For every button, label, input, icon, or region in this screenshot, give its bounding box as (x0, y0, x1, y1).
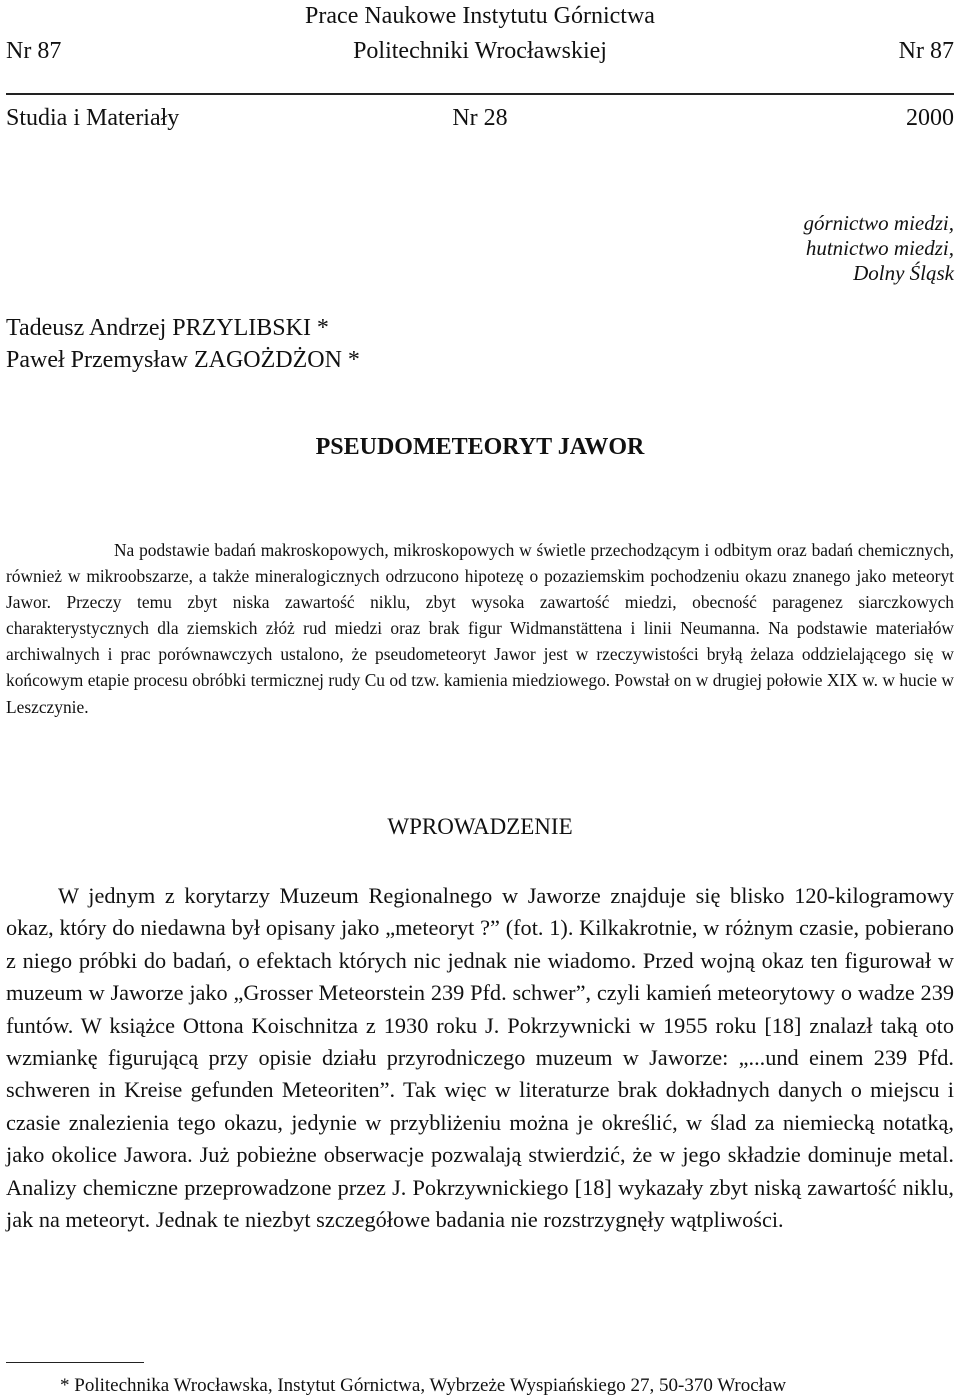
keyword: górnictwo miedzi, (803, 211, 954, 235)
keyword: hutnictwo miedzi, (805, 236, 954, 260)
series-issue: Nr 28 (452, 105, 508, 131)
keyword: Dolny Śląsk (853, 261, 954, 285)
publication-year: 2000 (906, 105, 954, 131)
section-heading: WPROWADZENIE (387, 814, 573, 839)
volume-number-left: Nr 87 (6, 38, 62, 64)
paper-title: PSEUDOMETEORYT JAWOR (315, 434, 645, 460)
author-name: Paweł Przemysław ZAGOŻDŻON * (6, 347, 360, 373)
footnote: * Politechnika Wrocławska, Instytut Górnictwa, Wybrzeże Wyspiańskiego 27, 50-370 Wrocław (60, 1375, 787, 1396)
series-name: Studia i Materiały (6, 105, 180, 131)
abstract (6, 537, 954, 720)
body-section (6, 880, 954, 1236)
journal-university: Politechniki Wrocławskiej (353, 38, 607, 64)
body-paragraph: W jednym z korytarzy Muzeum Regionalnego w Jaworze znajduje się blisko 120-kilogramowy okaz, który do niedawna był opisany jako „meteoryt ?” (fot. 1). Kilkakrotnie, w różnym czasie, pobierano z niego próbki do badań, o efektach których nic jednak nie wiadomo. Przed wojną okaz ten figurował w muzeum w Jaworze jako „Grosser Meteorstein 239 Pfd. schwer”, czyli kamień meteorytowy o wadze 239 funtów. W książce Ottona Koischnitza z 1930 roku J. Pokrzywnicki w 1955 roku [18] znalazł taką oto wzmiankę figurującą przy opisie działu przyrodniczego muzeum w Jaworze: „...und einem 239 Pfd. schweren in Kreise gefunden Meteoriten”. Tak więc w literaturze brak dokładnych danych o miejscu i czasie znalezienia tego okazu, jedynie w przybliżeniu można je określić, w ślad za niemiecką notatką, jako okolice Jawora. Już pobieżne obserwacje pozwalają stwierdzić, że w jego składzie dominuje metal. Analizy chemiczne przeprowadzone przez J. Pokrzywnickiego [18] wykazały zbyt niską zawartość niklu, jak na meteoryt. Jednak te niezbyt szczegółowe badania nie rozstrzygnęły wątpliwości. (6, 883, 954, 1233)
volume-number-right: Nr 87 (898, 38, 954, 64)
author-name: Tadeusz Andrzej PRZYLIBSKI * (6, 315, 329, 341)
journal-institute: Prace Naukowe Instytutu Górnictwa (305, 3, 655, 29)
abstract-text: Na podstawie badań makroskopowych, mikroskopowych w świetle przechodzącym i odbitym oraz badań chemicznych, również w mikroobszarze, a także mineralogicznych odrzucono hipotezę o pozaziemskim pochodzeniu okazu znanego jako meteoryt Jawor. Przeczy temu zbyt niska zawartość niklu, zbyt wysoka zawartość miedzi, obecność paragenez siarczkowych charakterystycznych dla ziemskich złóż rud miedzi oraz brak figur Widmanstättena i linii Neumanna. Na podstawie materiałów archiwalnych i prac porównawczych ustalono, że pseudometeoryt Jawor jest w rzeczywistości bryłą żelaza oddzielającego się w końcowym etapie procesu obróbki termicznej rudy Cu od tzw. kamienia miedziowego. Powstał on w drugiej połowie XIX w. w hucie w Leszczynie. (6, 540, 954, 717)
header-rule (6, 93, 954, 95)
footnote-rule (6, 1362, 144, 1363)
